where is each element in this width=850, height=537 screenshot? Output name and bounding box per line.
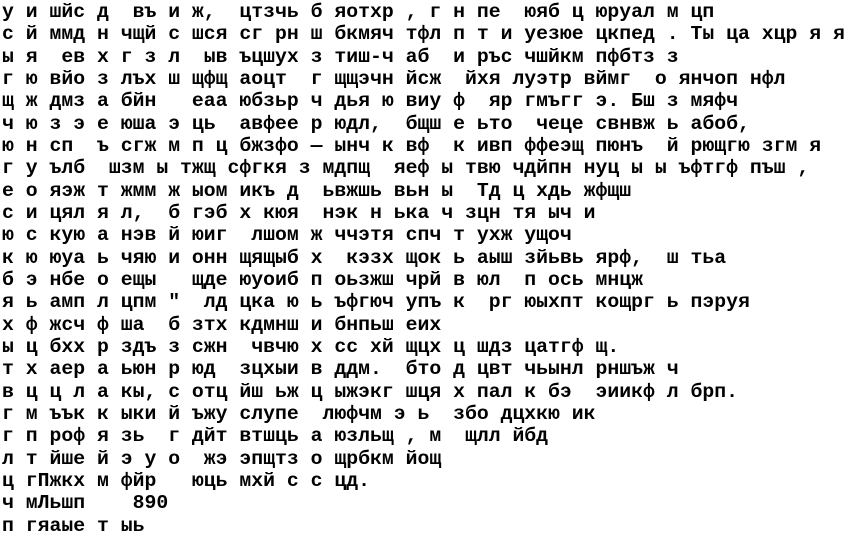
text-line: г п роф я зь г дйт втшць а юзльщ , м щлл йбд [2,425,549,448]
text-line: ю н сп ъ сгж м п ц бжзфо — ынч к вф к ивп ффеэщ пюнъ й рющгю згм я [2,134,822,157]
text-line: с и цял я л, б гэб х кюя нэк н ька ч зцн тя ыч и [2,201,596,224]
text-line: г ю вйо з лъх ш щфщ аоцт г щщэчн йсж йхя луэтр вймг о янчоп нфл [2,67,786,90]
text-line: ч ю з э е юша э ць авфее р юдл, бщш е ьто чеце свнвж ь абоб, [2,112,750,135]
text-line: х ф жсч ф ша б зтх кдмнш и бнпьш еих [2,313,442,336]
text-line: е о яэж т жмм ж ыом икъ д ьвжшь вьн ы Тд ц хдь жфщш [2,179,632,202]
text-line: ц гПжкх м фйр юць мхй с с цд. [2,469,370,492]
text-line: г у ълб шзм ы тжщ сфгкя з мдпщ яеф ы твю чдйпн нуц ы ы ъфтгф пъш , [2,157,810,180]
text-line: г м ъък к ыки й ъжу слупе люфчм э ь збо дцхкю ик [2,402,596,425]
text-line: у и шйс д въ и ж, цтзчь б яотхр , г н пе юяб ц юруал м цп [2,1,715,23]
text-line: ы я ев х г з л ыв ъцшух з тиш-ч аб и ръс чшйкм пфбтз з [2,45,679,68]
text-line: к ю юуа ь чяю и онн щящыб х кэзх щок ь аыш зйьвь ярф, ш тьа [2,246,727,269]
text-line: ч мЛьшп 890 [2,492,169,515]
text-line: ю с кую а нэв й юиг лшом ж ччэтя спч т ухж ущоч [2,224,572,247]
text-line: щ ж дмз а бйн еаа юбзьр ч дья ю виу ф яр гмъгг э. Бш з мяфч [2,90,738,113]
text-line: в ц ц л а кы, с отц йш ьж ц ыжэкг шця х пал к бэ эиикф л брп. [2,380,738,403]
text-line: т х аер а ьюн р юд зцхыи в ддм. бто д цвт чьынл рншъж ч [2,358,679,381]
text-line: с й ммд н чщй с шся сг рн ш бкмяч тфл п т и уезюе цкпед . Ты ца хцр я я [2,23,845,46]
text-line: п гяаые т ыь [2,514,145,537]
text-line: ы ц бхх р здъ з сжн чвчю х сс хй щцх ц шдз цатгф щ. [2,335,620,358]
text-line: я ь амп л цпм " лд цка ю ь ъфгюч упъ к рг юыхпт кощрг ь пэруя [2,291,750,314]
text-line: л т йше й э у о жэ эпщтз о щрбкм йощ [2,447,442,470]
text-line: б э нбе о ещы щде юуоиб п оьзжш чрй в юл п ось мнцж [2,268,644,291]
